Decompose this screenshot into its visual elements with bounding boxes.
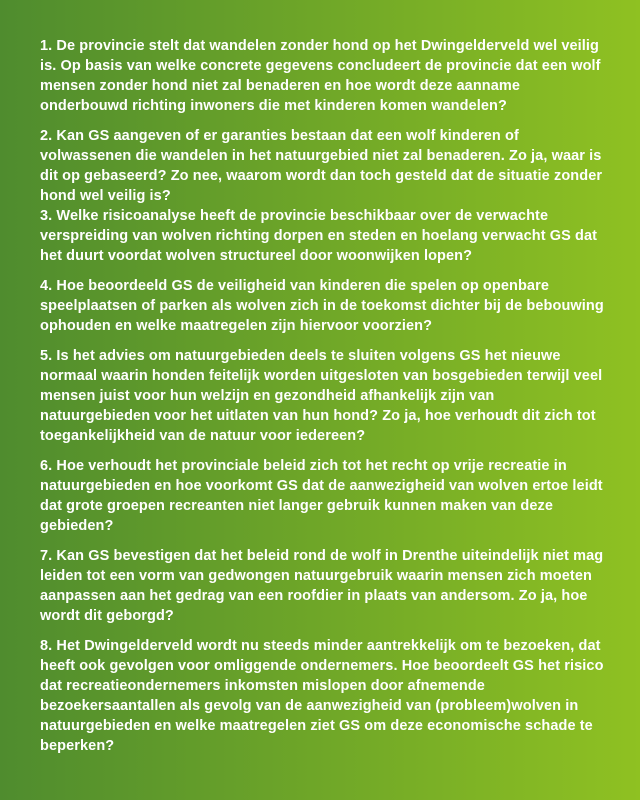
question-4: 4. Hoe beoordeeld GS de veiligheid van kinderen die spelen op openbare speelplaatsen of parken als wolven zich in de toekomst dichter bij de bebouwing ophouden en welke maatregelen zijn hiervoor voorzien? — [40, 278, 604, 334]
question-3: 3. Welke risicoanalyse heeft de provincie beschikbaar over de verwachte verspreiding van wolven richting dorpen en steden en hoelang verwacht GS dat het duurt voordat wolven structureel door woonwijken lopen? — [40, 208, 598, 264]
question-5: 5. Is het advies om natuurgebieden deels te sluiten volgens GS het nieuwe normaal waarin honden feitelijk worden uitgesloten van bosgebieden terwijl veel mensen juist voor hun welzijn en gezondheid afhankelijk zijn van natuurgebieden voor het uitlaten van hun hond? Zo ja, hoe verhoudt dit zich tot toegankelijkheid van de natuur voor iedereen? — [40, 348, 603, 444]
question-8: 8. Het Dwingelderveld wordt nu steeds minder aantrekkelijk om te bezoeken, dat heeft ook gevolgen voor omliggende ondernemers. Hoe beoordeelt GS het risico dat recreatieondernemers inkomsten mislopen door afnemende bezoekersaantallen als gevolg van de aanwezigheid van (probleem)wolven in natuurgebieden en welke maatregelen ziet GS om deze economische schade te beperken? — [40, 638, 604, 754]
question-7: 7. Kan GS bevestigen dat het beleid rond de wolf in Drenthe uiteindelijk niet mag leiden tot een vorm van gedwongen natuurgebruik waarin mensen zich moeten aanpassen aan het gedrag van een roofdier in plaats van andersom. Zo ja, hoe wordt dit geborgd? — [40, 548, 604, 624]
question-6: 6. Hoe verhoudt het provinciale beleid zich tot het recht op vrije recreatie in natuurgebieden en hoe voorkomt GS dat de aanwezigheid van wolven ertoe leidt dat grote groepen recreanten niet langer gebruik kunnen maken van deze gebieden? — [40, 458, 603, 534]
question-2: 2. Kan GS aangeven of er garanties bestaan dat een wolf kinderen of volwassenen die wandelen in het natuurgebied niet zal benaderen. Zo ja, waar is dit op gebaseerd? Zo nee, waarom wordt dan toch gesteld dat de situatie zonder hond wel veilig is? — [40, 128, 603, 204]
question-1: 1. De provincie stelt dat wandelen zonder hond op het Dwingelderveld wel veilig is. Op basis van welke concrete gegevens concludeert de provincie dat een wolf mensen zonder hond niet zal benaderen en hoe wordt deze aanname onderbouwd richting inwoners die met kinderen komen wandelen? — [40, 38, 601, 114]
